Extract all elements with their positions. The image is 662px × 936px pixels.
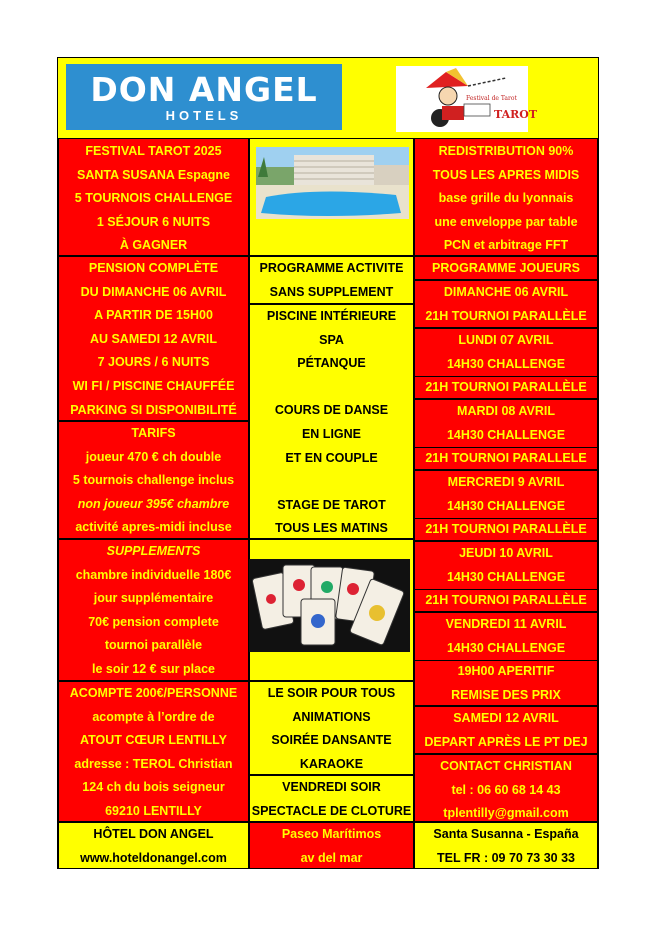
text-line: activité apres-midi incluse xyxy=(75,520,232,535)
text-line: 70€ pension complete xyxy=(88,614,219,629)
tarot-festival-logo xyxy=(396,66,538,132)
text-line: DU DIMANCHE 06 AVRIL xyxy=(80,284,227,299)
left-block-supplements xyxy=(58,539,249,681)
text-line: MERCREDI 9 AVRIL xyxy=(447,475,565,489)
brand-name: DON ANGEL xyxy=(90,70,318,109)
right-day-tuesday xyxy=(414,399,598,470)
right-footer xyxy=(414,822,598,869)
text-line: MARDI 08 AVRIL xyxy=(457,404,555,418)
text-line: 21H TOURNOI PARALLÈLE xyxy=(425,593,587,608)
text-line: JEUDI 10 AVRIL xyxy=(459,546,553,560)
text-line: joueur 470 € ch double xyxy=(85,449,222,464)
middle-block-programme xyxy=(249,256,414,304)
text-line: A PARTIR DE 15H00 xyxy=(94,308,213,323)
brand-sub: HOTELS xyxy=(165,108,243,123)
text-line: PISCINE INTÉRIEURE xyxy=(266,309,397,323)
right-day-monday xyxy=(414,328,598,399)
text-line: REDISTRIBUTION 90% xyxy=(438,144,574,158)
right-contact xyxy=(414,754,598,822)
text-line: COURS DE DANSE xyxy=(274,403,389,418)
right-block-redistribution xyxy=(414,138,598,256)
text-line: REMISE DES PRIX xyxy=(451,687,561,702)
text-line: 14H30 CHALLENGE xyxy=(446,427,566,442)
text-line: 21H TOURNOI PARALLELE xyxy=(425,451,587,466)
text-line: av del mar xyxy=(300,850,363,865)
text-line: 14H30 CHALLENGE xyxy=(446,498,566,513)
text-line: 21H TOURNOI PARALLÈLE xyxy=(425,380,587,395)
text-line: 124 ch du bois seigneur xyxy=(82,780,225,795)
text-line xyxy=(250,376,413,400)
text-line: WI FI / PISCINE CHAUFFÉE xyxy=(72,378,235,393)
text-line: 21H TOURNOI PARALLÈLE xyxy=(425,308,587,323)
text-line[interactable]: www.hoteldonangel.com xyxy=(80,850,227,865)
text-line: KARAOKE xyxy=(299,756,364,771)
text-line: jour supplémentaire xyxy=(93,591,214,606)
text-line: SOIRÉE DANSANTE xyxy=(271,733,392,748)
text-line: non joueur 395€ chambre xyxy=(77,496,230,511)
text-line: TOUS LES MATINS xyxy=(275,521,388,536)
text-line: AU SAMEDI 12 AVRIL xyxy=(89,331,218,346)
middle-block-cloture xyxy=(249,775,414,822)
text-line: PARKING SI DISPONIBILITÉ xyxy=(70,402,237,417)
text-line: chambre individuelle 180€ xyxy=(75,567,232,582)
divider xyxy=(415,518,597,519)
text-line: ATOUT CŒUR LENTILLY xyxy=(80,733,227,748)
text-line: SANS SUPPLEMENT xyxy=(269,284,394,299)
right-day-friday xyxy=(414,612,598,706)
text-line: FESTIVAL TAROT 2025 xyxy=(85,144,222,158)
text-line: VENDREDI SOIR xyxy=(282,780,381,794)
text-line: 5 TOURNOIS CHALLENGE xyxy=(74,191,233,206)
text-line: 69210 LENTILLY xyxy=(105,803,202,818)
text-line: SUPPLEMENTS xyxy=(106,544,201,558)
right-day-saturday xyxy=(414,706,598,754)
middle-block-soir xyxy=(249,681,414,775)
text-line: STAGE DE TAROT xyxy=(277,497,386,512)
text-line: LE SOIR POUR TOUS xyxy=(267,686,396,700)
don-angel-logo xyxy=(66,64,342,130)
text-line: PÉTANQUE xyxy=(297,356,366,371)
right-day-thursday xyxy=(414,541,598,612)
text-line: tournoi parallèle xyxy=(104,638,203,653)
text-line: CONTACT CHRISTIAN xyxy=(440,759,572,773)
text-line: TEL FR : 09 70 73 30 33 xyxy=(436,850,576,865)
text-line: le soir 12 € sur place xyxy=(92,661,215,676)
text-line[interactable]: tplentilly@gmail.com xyxy=(443,806,569,821)
text-line: TOUS LES APRES MIDIS xyxy=(432,167,580,182)
text-line: HÔTEL DON ANGEL xyxy=(93,827,214,841)
text-line: DEPART APRÈS LE PT DEJ xyxy=(424,734,588,749)
text-line: ANIMATIONS xyxy=(292,709,371,724)
text-line: 1 SÉJOUR 6 NUITS xyxy=(96,214,211,229)
flyer xyxy=(57,57,599,869)
text-line: SPECTACLE DE CLOTURE xyxy=(251,803,412,818)
text-line: 19H00 APERITIF xyxy=(457,664,555,679)
text-line: tel : 06 60 68 14 43 xyxy=(451,782,561,797)
left-block-tarifs xyxy=(58,421,249,539)
divider xyxy=(415,589,597,590)
middle-block-activities xyxy=(249,304,414,539)
text-line: PENSION COMPLÈTE xyxy=(88,261,219,275)
text-line: PROGRAMME ACTIVITE xyxy=(259,261,404,275)
text-line: 21H TOURNOI PARALLÈLE xyxy=(425,522,587,537)
text-line: 7 JOURS / 6 NUITS xyxy=(97,355,210,370)
text-line: VENDREDI 11 AVRIL xyxy=(445,617,567,631)
text-line: 5 tournois challenge inclus xyxy=(72,473,235,488)
left-block-pension xyxy=(58,256,249,421)
text-line: Santa Susanna - España xyxy=(433,827,579,841)
divider xyxy=(415,447,597,448)
text-line: adresse : TEROL Christian xyxy=(74,756,233,771)
text-line: TARIFS xyxy=(131,426,176,440)
left-footer xyxy=(58,822,249,869)
text-line: DIMANCHE 06 AVRIL xyxy=(443,285,569,299)
text-line: acompte à l’ordre de xyxy=(92,709,215,724)
divider xyxy=(415,660,597,661)
tarot-cards-photo xyxy=(249,559,410,652)
divider xyxy=(415,376,597,377)
tarot-logo-word: TAROT xyxy=(494,108,538,121)
text-line: EN LIGNE xyxy=(301,426,362,441)
text-line: 14H30 CHALLENGE xyxy=(446,640,566,655)
text-line: SPA xyxy=(319,332,344,347)
text-line: SAMEDI 12 AVRIL xyxy=(453,711,559,725)
text-line: PCN et arbitrage FFT xyxy=(443,238,569,253)
text-line: base grille du lyonnais xyxy=(438,191,574,206)
text-line: une enveloppe par table xyxy=(434,214,578,229)
text-line: LUNDI 07 AVRIL xyxy=(458,333,554,347)
left-block-acompte xyxy=(58,681,249,822)
text-line: À GAGNER xyxy=(119,238,188,253)
right-day-wednesday xyxy=(414,470,598,541)
tarot-logo-caption: Festival de Tarot xyxy=(466,95,517,102)
text-line: SANTA SUSANA Espagne xyxy=(76,167,231,182)
program-title: PROGRAMME JOUEURS xyxy=(432,261,580,275)
right-program-title xyxy=(414,256,598,280)
middle-footer xyxy=(249,822,414,869)
hotel-photo xyxy=(256,147,409,219)
left-block-festival xyxy=(58,138,249,256)
text-line: ET EN COUPLE xyxy=(285,450,378,465)
text-line xyxy=(250,470,413,494)
right-day-sunday xyxy=(414,280,598,328)
text-line: 14H30 CHALLENGE xyxy=(446,569,566,584)
text-line: Paseo Marítimos xyxy=(281,827,382,841)
text-line: 14H30 CHALLENGE xyxy=(446,356,566,371)
text-line: ACOMPTE 200€/PERSONNE xyxy=(69,686,238,700)
